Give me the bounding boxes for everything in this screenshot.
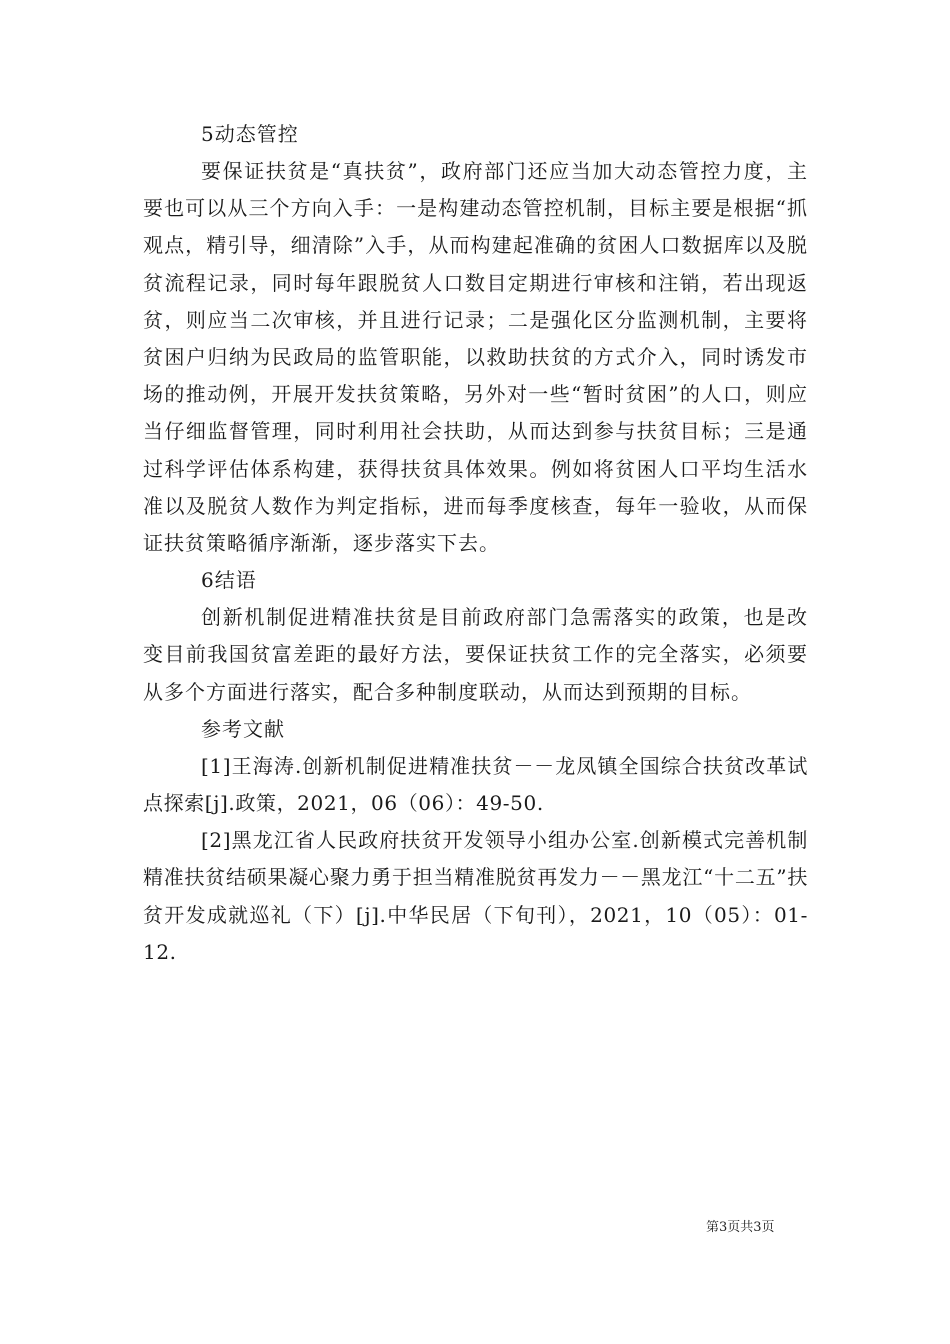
reference-item-2: [2]黑龙江省人民政府扶贫开发领导小组办公室.创新模式完善机制精准扶贫结硕果凝心聚力勇于担当精准脱贫再发力－－黑龙江“十二五”扶贫开发成就巡礼（下）[j].中华民居（下旬刊），2021，10（05）：01-12. (143, 828, 808, 964)
section-6-heading: 6结语 (201, 568, 257, 593)
reference-item-1: [1]王海涛.创新机制促进精准扶贫－－龙凤镇全国综合扶贫改革试点探索[j].政策，2021，06（06）：49-50. (143, 753, 808, 816)
page-number-footer: 第3页共3页 (706, 1220, 775, 1235)
section-6-body: 创新机制促进精准扶贫是目前政府部门急需落实的政策，也是改变目前我国贫富差距的最好方法，要保证扶贫工作的完全落实，必须要从多个方面进行落实，配合多种制度联动，从而达到预期的目标。 (143, 605, 808, 704)
section-5-body: 要保证扶贫是“真扶贫”，政府部门还应当加大动态管控力度，主要也可以从三个方向入手：一是构建动态管控机制，目标主要是根据“抓观点，精引导，细清除”入手，从而构建起准确的贫困人口数据库以及脱贫流程记录，同时每年跟脱贫人口数目定期进行审核和注销，若出现返贫，则应当二次审核，并且进行记录；二是强化区分监测机制，主要将贫困户归纳为民政局的监管职能，以救助扶贫的方式介入，同时诱发市场的推动例，开展开发扶贫策略，另外对一些“暂时贫困”的人口，则应当仔细监督管理，同时利用社会扶助，从而达到参与扶贫目标；三是通过科学评估体系构建，获得扶贫具体效果。例如将贫困人口平均生活水准以及脱贫人数作为判定指标，进而每季度核查，每年一验收，从而保证扶贫策略循序渐渐，逐步落实下去。 (143, 159, 808, 556)
section-5-heading: 5动态管控 (201, 122, 299, 146)
references-heading: 参考文献 (201, 716, 285, 741)
document-content (143, 116, 808, 971)
